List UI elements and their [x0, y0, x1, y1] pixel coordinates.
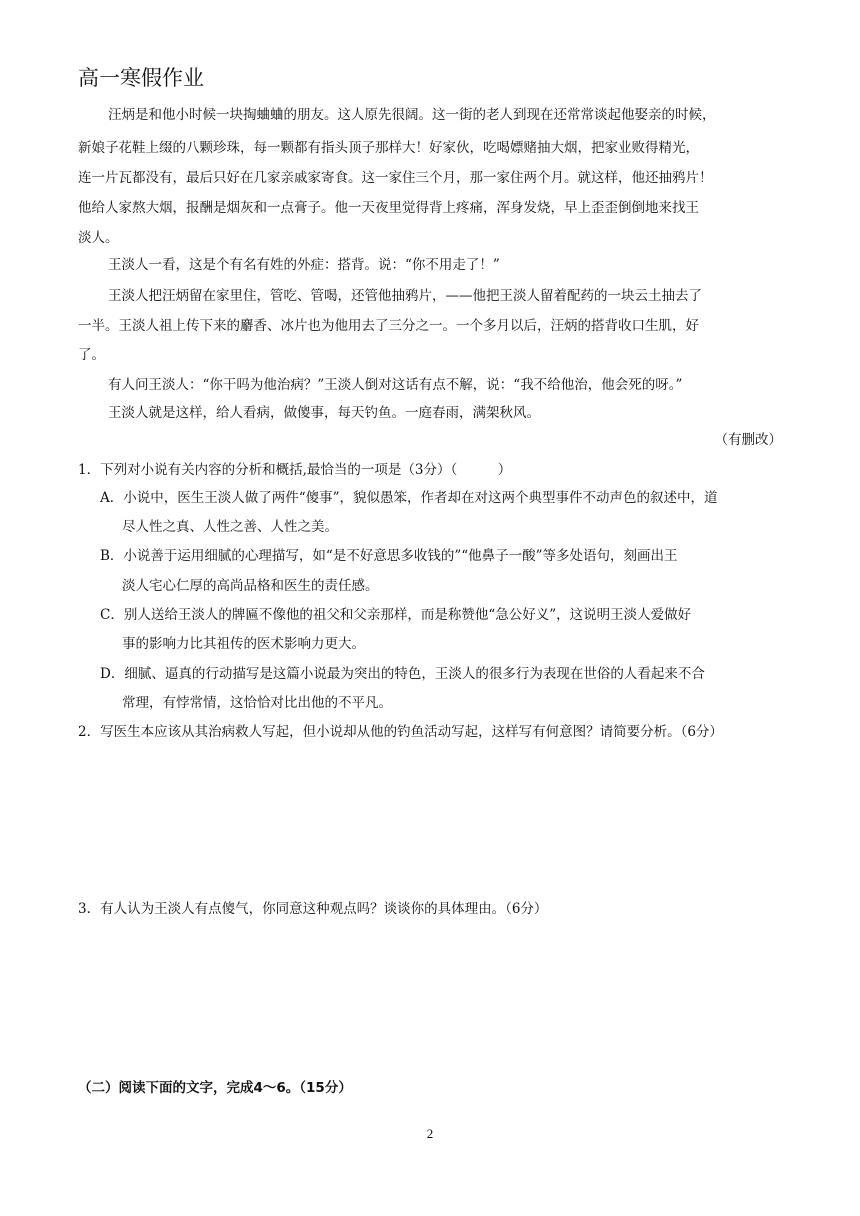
option-d-line-2: 常理，有悖常情，这恰恰对比出他的不平凡。 — [122, 695, 392, 711]
question-1-stem: 1．下列对小说有关内容的分析和概括,最恰当的一项是（3分）（ ） — [78, 462, 512, 478]
section-2-heading: （二）阅读下面的文字，完成4～6。（15分） — [78, 1080, 352, 1096]
option-c-line-2: 事的影响力比其祖传的医术影响力更大。 — [122, 636, 365, 652]
option-c-line-1: C．别人送给王淡人的牌匾不像他的祖父和父亲那样，而是称赞他“急公好义”，这说明王淡人爱做好 — [100, 607, 692, 623]
option-d-line-1: D．细腻、逼真的行动描写是这篇小说最为突出的特色，王淡人的很多行为表现在世俗的人看起来不合 — [100, 666, 705, 682]
passage-line: 淡人。 — [78, 230, 119, 246]
option-b-line-2: 淡人宅心仁厚的高尚品格和医生的责任感。 — [122, 578, 379, 594]
passage-line: 一半。王淡人祖上传下来的麝香、冰片也为他用去了三分之一。一个多月以后，汪炳的搭背收口生肌，好 — [78, 318, 699, 334]
option-a-line-1: A．小说中，医生王淡人做了两件“傻事”，貌似愚笨，作者却在对这两个典型事件不动声色的叙述中，道 — [100, 490, 718, 506]
page-header-title: 高一寒假作业 — [78, 66, 204, 90]
passage-line: 王淡人一看，这是个有名有姓的外症：搭背。说：“你不用走了！” — [108, 257, 500, 273]
passage-source-note: （有删改） — [714, 432, 782, 448]
passage-line: 他给人家熬大烟，报酬是烟灰和一点膏子。他一天夜里觉得背上疼痛，浑身发烧，早上歪歪倒倒地来找王 — [78, 200, 699, 216]
passage-line: 汪炳是和他小时候一块掏蛐蛐的朋友。这人原先很阔。这一街的老人到现在还常常谈起他娶亲的时候， — [108, 107, 716, 123]
passage-line: 连一片瓦都没有，最后只好在几家亲戚家寄食。这一家住三个月，那一家住两个月。就这样，他还抽鸦片！ — [78, 170, 713, 186]
question-3: 3．有人认为王淡人有点傻气，你同意这种观点吗？谈谈你的具体理由。（6分） — [78, 901, 548, 917]
passage-line: 王淡人把汪炳留在家里住，管吃、管喝，还管他抽鸦片，——他把王淡人留着配药的一块云土抽去了 — [108, 288, 702, 304]
passage-line: 有人问王淡人：“你干吗为他治病？”王淡人倒对这话有点不解，说：“我不给他治，他会死的呀。” — [108, 377, 683, 393]
passage-line: 了。 — [78, 347, 105, 363]
option-a-line-2: 尽人性之真、人性之善、人性之美。 — [122, 519, 338, 535]
page-number: 2 — [426, 1126, 434, 1141]
question-2: 2．写医生本应该从其治病救人写起，但小说却从他的钓鱼活动写起，这样写有何意图？请简要分析。（6分） — [78, 724, 723, 740]
option-b-line-1: B．小说善于运用细腻的心理描写，如“是不好意思多收钱的”“他鼻子一酸”等多处语句，刻画出王 — [100, 548, 678, 564]
passage-line: 新娘子花鞋上缀的八颗珍珠，每一颗都有指头顶子那样大！好家伙，吃喝嫖赌抽大烟，把家业败得精光， — [78, 140, 699, 156]
passage-line: 王淡人就是这样，给人看病，做傻事，每天钓鱼。一庭春雨，满架秋风。 — [108, 405, 540, 421]
